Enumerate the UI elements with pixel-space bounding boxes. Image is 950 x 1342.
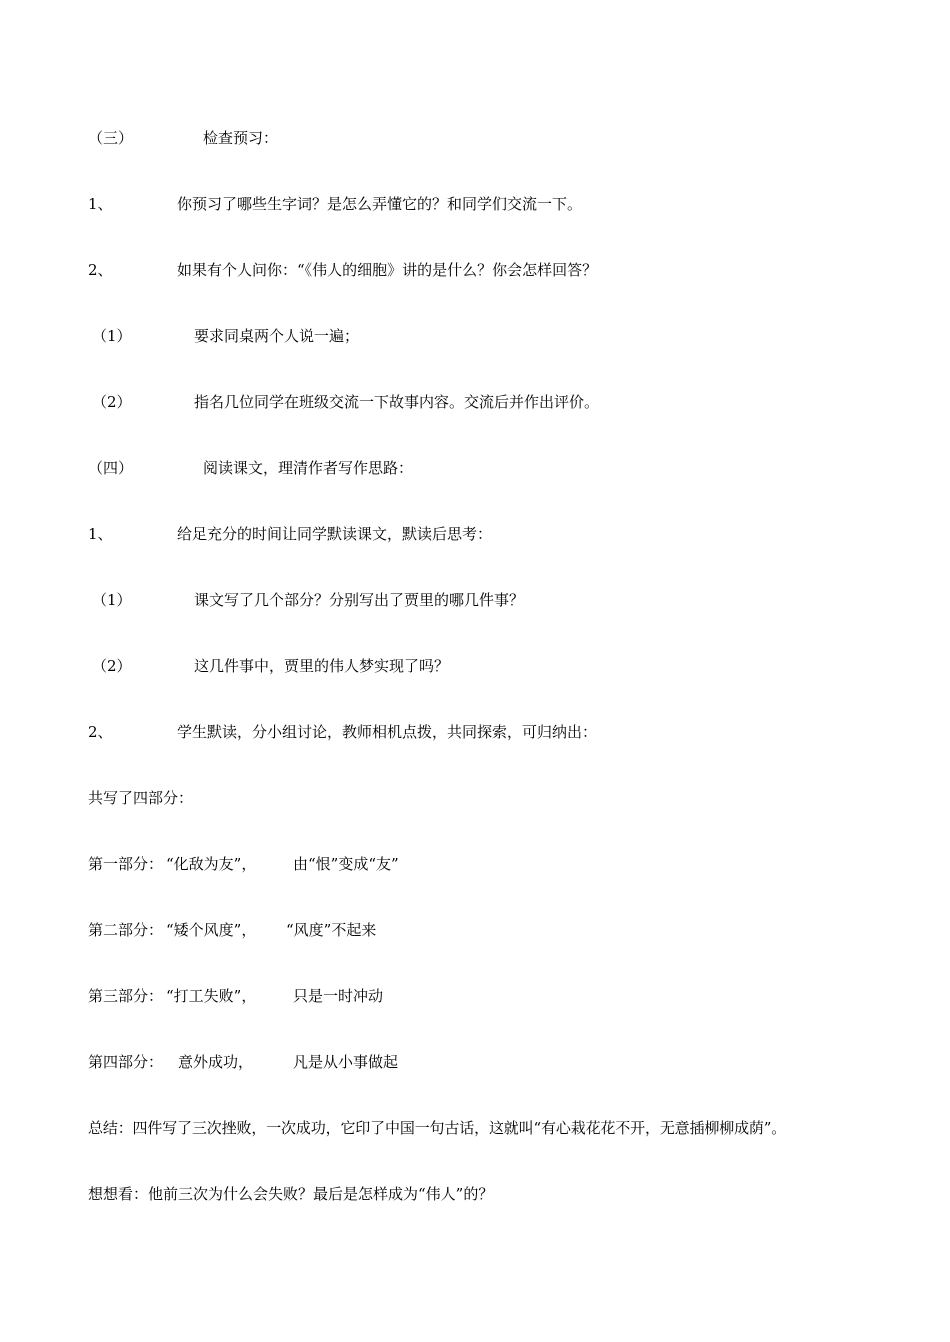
list-marker: （1） <box>92 327 132 345</box>
part-label: 第二部分： <box>88 921 164 939</box>
part-row <box>0 854 950 874</box>
list-item-text: 你预习了哪些生字词？是怎么弄懂它的？和同学们交流一下。 <box>177 195 583 213</box>
list-item-text: 这几件事中，贾里的伟人梦实现了吗？ <box>194 657 450 675</box>
list-item <box>0 524 950 544</box>
conclusion-text: 总结：四件写了三次挫败，一次成功，它印了中国一句古话，这就叫“有心栽花花不开，无意插柳柳成荫”。 <box>88 1119 787 1137</box>
list-marker: 1、 <box>88 525 113 543</box>
list-item-text: 要求同桌两个人说一遍； <box>194 327 360 345</box>
sub-list-item <box>0 392 950 412</box>
part-title: “打工失败”， <box>166 987 257 1005</box>
part-note: 由“恨”变成“友” <box>293 855 399 873</box>
part-title: “化敌为友”， <box>166 855 257 873</box>
conclusion <box>0 1118 950 1138</box>
list-marker: 2、 <box>88 723 113 741</box>
part-note: 只是一时冲动 <box>293 987 384 1005</box>
part-note: “风度”不起来 <box>286 921 377 939</box>
list-item-text: 课文写了几个部分？分别写出了贾里的哪几件事？ <box>194 591 525 609</box>
question-text: 想想看：他前三次为什么会失败？最后是怎样成为“伟人”的？ <box>88 1185 494 1203</box>
list-marker: 1、 <box>88 195 113 213</box>
section-title: 阅读课文，理清作者写作思路： <box>203 459 414 477</box>
list-item <box>0 722 950 742</box>
part-row <box>0 986 950 1006</box>
part-note: 凡是从小事做起 <box>293 1053 399 1071</box>
section-heading-3 <box>0 128 950 148</box>
list-item-text: 如果有个人问你：“《伟人的细胞》讲的是什么？你会怎样回答？ <box>177 261 598 279</box>
section-title: 检查预习： <box>203 129 279 147</box>
sub-list-item <box>0 590 950 610</box>
part-label: 第四部分： <box>88 1053 164 1071</box>
part-title: “矮个风度”， <box>166 921 257 939</box>
sub-list-item <box>0 656 950 676</box>
list-marker: （四） <box>88 459 134 477</box>
part-label: 第三部分： <box>88 987 164 1005</box>
list-marker: （2） <box>92 657 132 675</box>
part-title: 意外成功， <box>178 1053 254 1071</box>
list-item-text: 给足充分的时间让同学默读课文，默读后思考： <box>177 525 493 543</box>
reflection-question <box>0 1184 950 1204</box>
list-item <box>0 260 950 280</box>
sub-list-item <box>0 326 950 346</box>
list-marker: （1） <box>92 591 132 609</box>
list-item-text: 学生默读，分小组讨论，教师相机点拨，共同探索，可归纳出： <box>177 723 598 741</box>
list-marker: （2） <box>92 393 132 411</box>
list-item-text: 指名几位同学在班级交流一下故事内容。交流后并作出评价。 <box>194 393 600 411</box>
summary-intro-text: 共写了四部分： <box>88 789 194 807</box>
list-marker: （三） <box>88 129 134 147</box>
summary-intro <box>0 788 950 808</box>
part-row <box>0 920 950 940</box>
part-label: 第一部分： <box>88 855 164 873</box>
list-item <box>0 194 950 214</box>
part-row <box>0 1052 950 1072</box>
list-marker: 2、 <box>88 261 113 279</box>
section-heading-4 <box>0 458 950 478</box>
